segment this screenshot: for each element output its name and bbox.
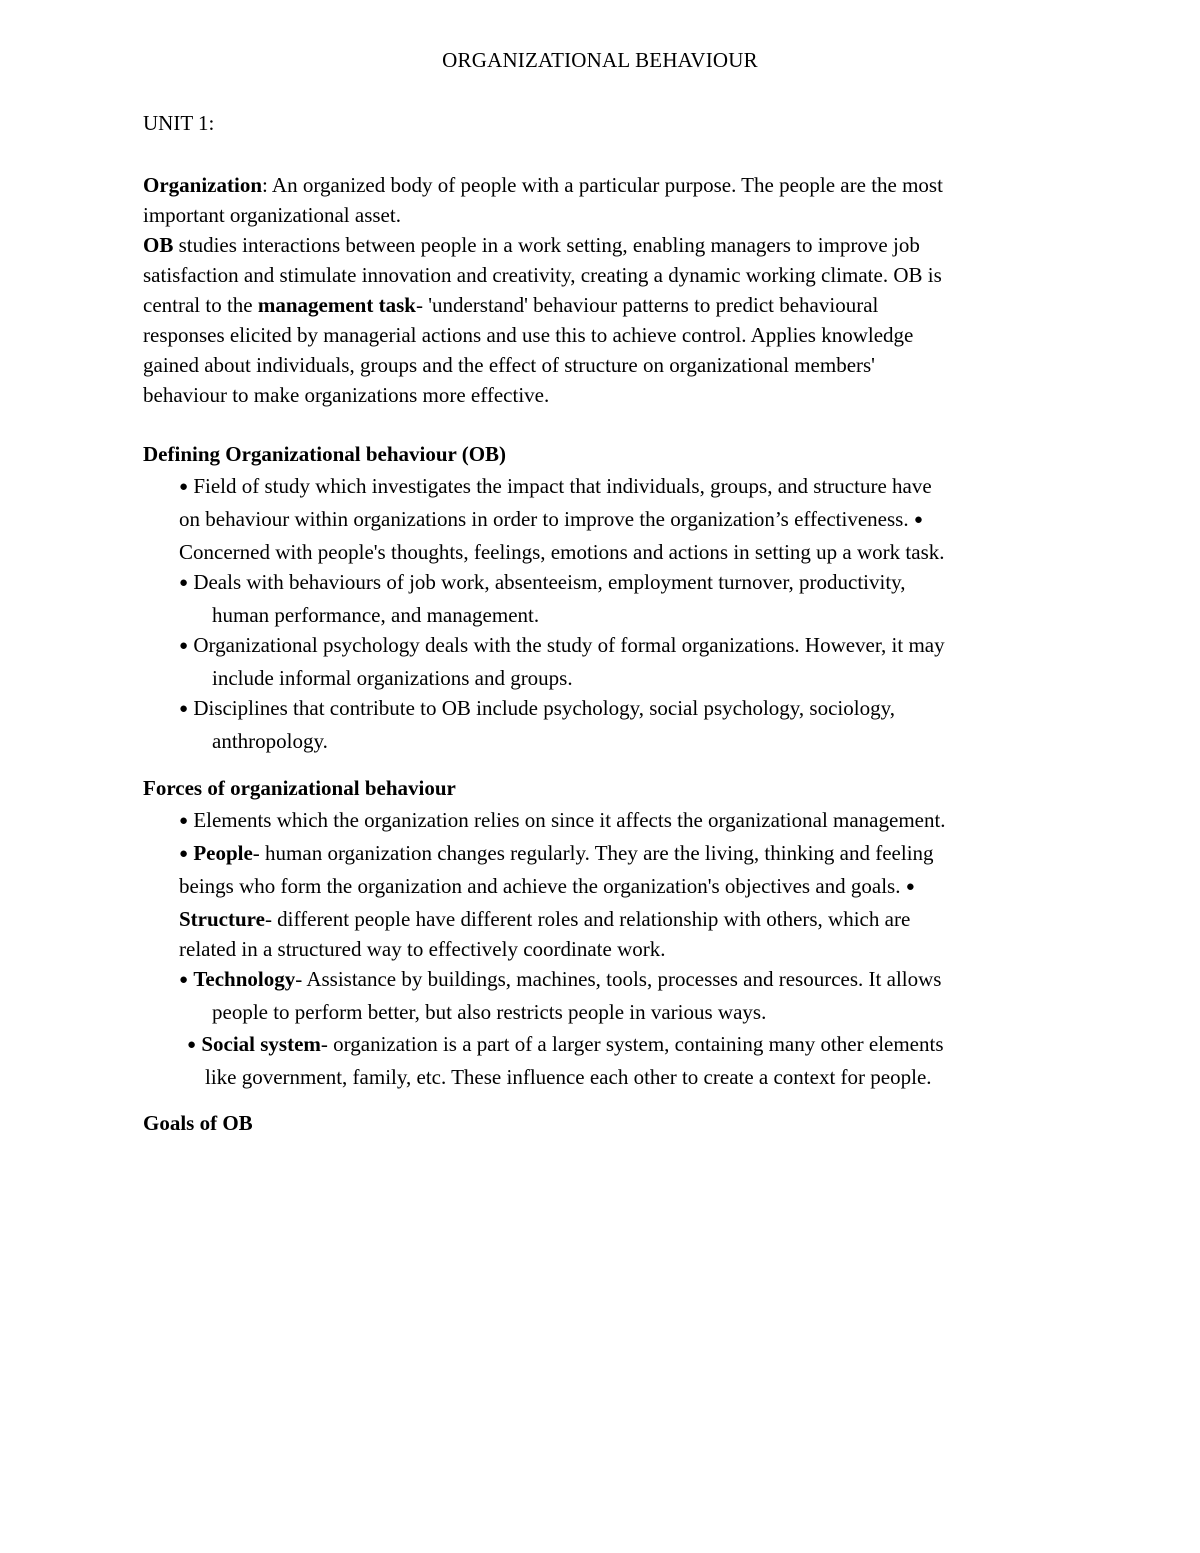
list-item-continuation: anthropology. [212, 729, 328, 753]
org-term: Organization [143, 173, 262, 197]
list-item: ● People- human organization changes regularly. They are the living, thinking and feeling [179, 841, 934, 865]
bullet-icon: ● [913, 512, 923, 528]
bullet-icon: ● [179, 972, 189, 988]
list-item-continuation: on behaviour within organizations in order to improve the organization’s effectiveness. ● [179, 507, 923, 531]
list-item-continuation: beings who form the organization and achieve the organization's objectives and goals. ● [179, 874, 915, 898]
ob-line-4: responses elicited by managerial actions and use this to achieve control. Applies knowledge [143, 323, 914, 347]
bullet-icon: ● [179, 638, 189, 654]
ob-line-5: gained about individuals, groups and the effect of structure on organizational members' [143, 353, 875, 377]
defining-ob-heading: Defining Organizational behaviour (OB) [143, 442, 507, 466]
list-item: ● Organizational psychology deals with the study of formal organizations. However, it may [179, 633, 945, 657]
ob-line-6: behaviour to make organizations more effective. [143, 383, 550, 407]
management-task-term: management task [257, 293, 416, 317]
list-item: ● Social system- organization is a part of a larger system, containing many other elements [187, 1032, 944, 1056]
org-definition-line-2: important organizational asset. [143, 203, 401, 227]
list-item: Concerned with people's thoughts, feelings, emotions and actions in setting up a work task. [179, 540, 945, 564]
bullet-icon: ● [179, 701, 189, 717]
list-item: ● Deals with behaviours of job work, absenteeism, employment turnover, productivity, [179, 570, 906, 594]
unit-label: UNIT 1: [143, 111, 215, 135]
ob-line-3: central to the management task- 'understand' behaviour patterns to predict behavioural [143, 293, 879, 317]
list-item-continuation: people to perform better, but also restricts people in various ways. [212, 1000, 767, 1024]
bullet-icon: ● [179, 575, 189, 591]
ob-term: OB [143, 233, 174, 257]
page-title: ORGANIZATIONAL BEHAVIOUR [442, 48, 758, 72]
list-item: ● Disciplines that contribute to OB include psychology, social psychology, sociology, [179, 696, 895, 720]
ob-line-1: OB studies interactions between people in a work setting, enabling managers to improve job [143, 233, 920, 257]
list-item-continuation: related in a structured way to effectively coordinate work. [179, 937, 666, 961]
list-item-continuation: human performance, and management. [212, 603, 540, 627]
forces-list [179, 805, 1059, 1092]
list-item-continuation: include informal organizations and groups. [212, 666, 573, 690]
goals-heading: Goals of OB [143, 1111, 253, 1135]
forces-heading: Forces of organizational behaviour [143, 776, 456, 800]
defining-ob-list [179, 471, 1059, 756]
bullet-icon: ● [179, 479, 189, 495]
intro-section [143, 170, 1063, 410]
bullet-icon: ● [905, 879, 915, 895]
org-definition-line-1: Organization: An organized body of people with a particular purpose. The people are the most [143, 173, 943, 197]
list-item: ● Field of study which investigates the impact that individuals, groups, and structure have [179, 474, 932, 498]
ob-line-2: satisfaction and stimulate innovation and creativity, creating a dynamic working climate. OB is [143, 263, 942, 287]
bullet-icon: ● [179, 813, 189, 829]
list-item: ● Elements which the organization relies on since it affects the organizational management. [179, 808, 946, 832]
bullet-icon: ● [187, 1037, 197, 1053]
bullet-icon: ● [179, 846, 189, 862]
list-item-continuation: like government, family, etc. These influence each other to create a context for people. [205, 1065, 932, 1089]
list-item: ● Technology- Assistance by buildings, machines, tools, processes and resources. It allows [179, 967, 942, 991]
list-item: Structure- different people have different roles and relationship with others, which are [179, 907, 911, 931]
